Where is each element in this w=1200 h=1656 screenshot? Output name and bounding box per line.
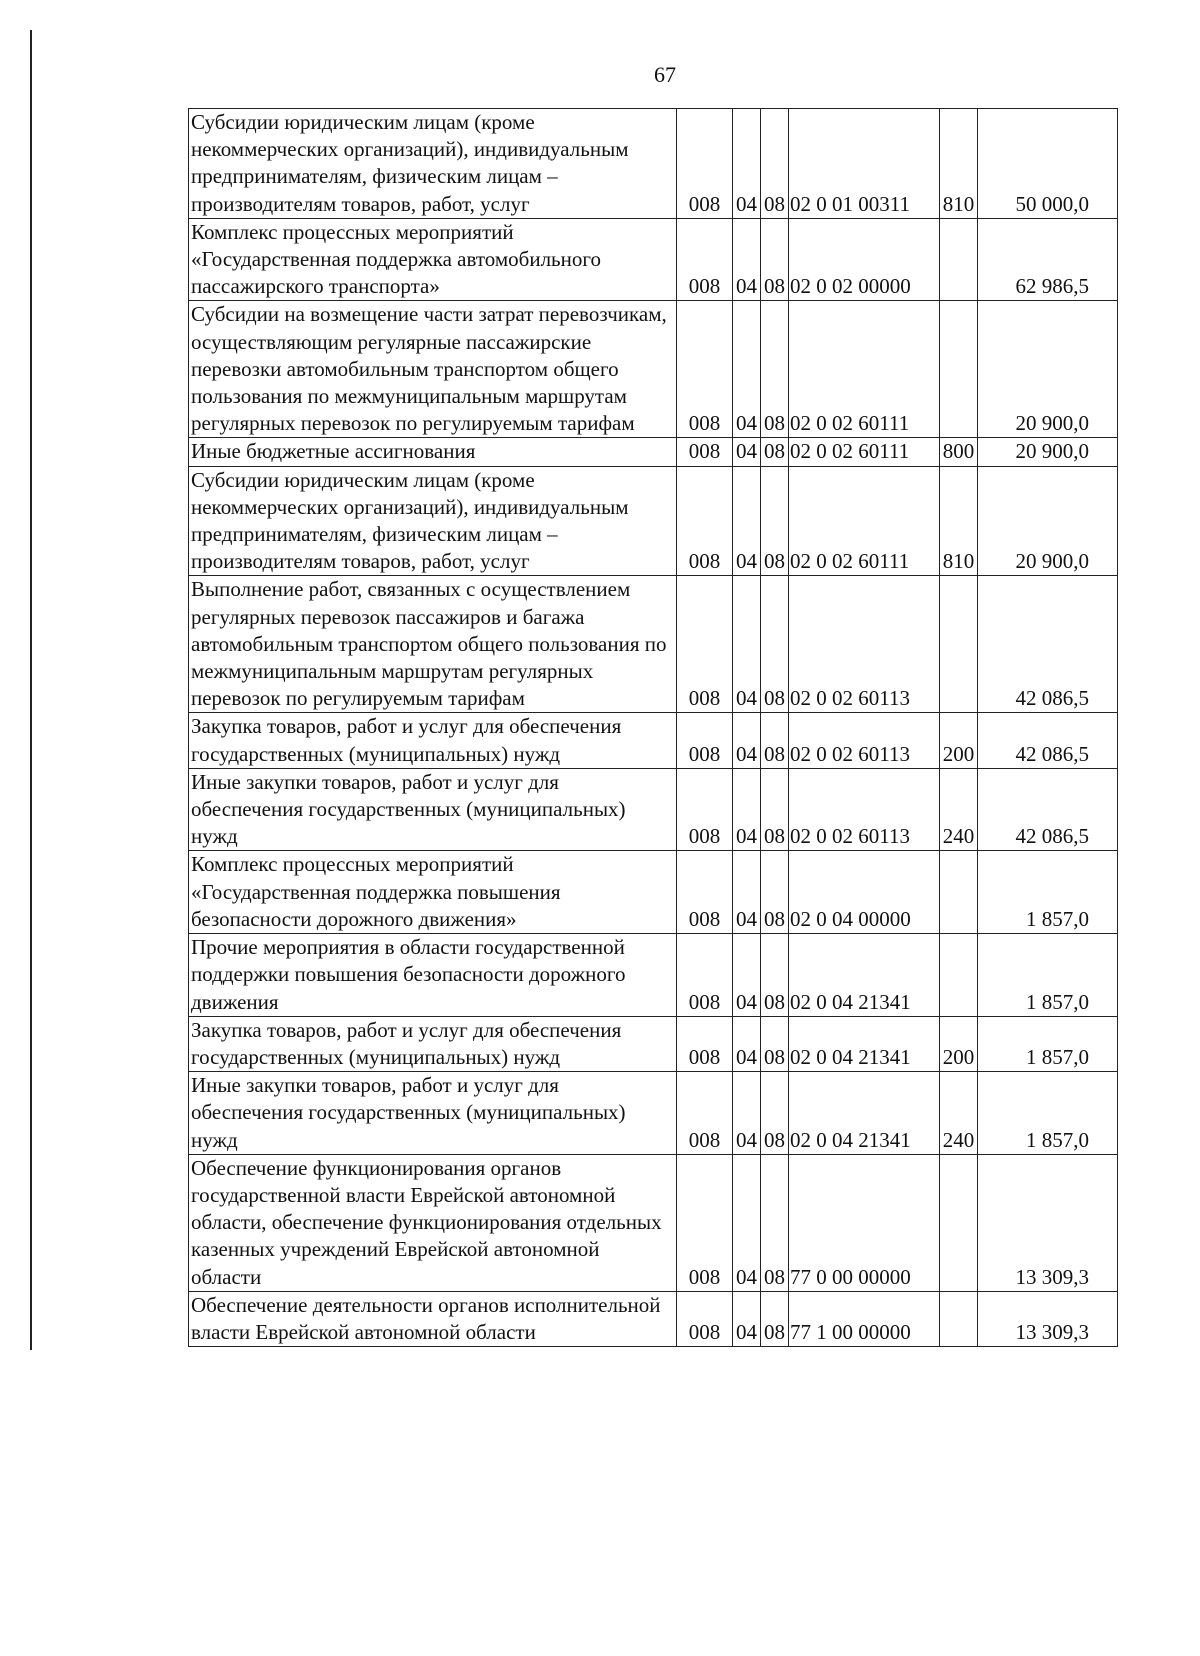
subsection-code-cell: 08 bbox=[761, 466, 789, 576]
table-row bbox=[189, 301, 1118, 438]
ministry-code-cell: 008 bbox=[677, 768, 733, 851]
expense-type-code-cell: 200 bbox=[940, 1016, 978, 1071]
expense-name-cell: Обеспечение функционирования органов государственной власти Еврейской автономной области, обеспечение функционирования отдельных казенных учреждений Еврейской автономной области bbox=[189, 1154, 677, 1291]
table-row bbox=[189, 1154, 1118, 1291]
expense-type-code-cell: 240 bbox=[940, 1072, 978, 1155]
amount-cell: 42 086,5 bbox=[978, 713, 1118, 768]
expense-name-cell: Прочие мероприятия в области государственной поддержки повышения безопасности дорожного движения bbox=[189, 934, 677, 1017]
subsection-code-cell: 08 bbox=[761, 576, 789, 713]
section-code-cell: 04 bbox=[733, 1291, 761, 1346]
ministry-code-cell: 008 bbox=[677, 466, 733, 576]
amount-cell: 42 086,5 bbox=[978, 576, 1118, 713]
expense-name-cell: Иные бюджетные ассигнования bbox=[189, 438, 677, 466]
expense-type-code-cell: 240 bbox=[940, 768, 978, 851]
target-article-code-cell: 02 0 02 60111 bbox=[789, 438, 940, 466]
expense-name-cell: Комплекс процессных мероприятий «Государственная поддержка повышения безопасности дорожного движения» bbox=[189, 851, 677, 934]
section-code-cell: 04 bbox=[733, 466, 761, 576]
ministry-code-cell: 008 bbox=[677, 713, 733, 768]
table-row bbox=[189, 576, 1118, 713]
target-article-code-cell: 77 1 00 00000 bbox=[789, 1291, 940, 1346]
target-article-code-cell: 02 0 04 21341 bbox=[789, 1072, 940, 1155]
amount-cell: 20 900,0 bbox=[978, 301, 1118, 438]
expense-type-code-cell bbox=[940, 576, 978, 713]
section-code-cell: 04 bbox=[733, 851, 761, 934]
subsection-code-cell: 08 bbox=[761, 1154, 789, 1291]
expense-name-cell: Субсидии юридическим лицам (кроме некоммерческих организаций), индивидуальным предпринимателям, физическим лицам – производителям товаров, работ, услуг bbox=[189, 109, 677, 219]
expense-name-cell: Выполнение работ, связанных с осуществлением регулярных перевозок пассажиров и багажа автомобильным транспортом общего пользования по межмуниципальным маршрутам регулярных перевозок по регулируемым тарифам bbox=[189, 576, 677, 713]
target-article-code-cell: 02 0 02 00000 bbox=[789, 218, 940, 301]
amount-cell: 13 309,3 bbox=[978, 1291, 1118, 1346]
expense-name-cell: Субсидии на возмещение части затрат перевозчикам, осуществляющим регулярные пассажирские перевозки автомобильным транспортом общего пользования по межмуниципальным маршрутам регулярных перевозок по регулируемым тарифам bbox=[189, 301, 677, 438]
ministry-code-cell: 008 bbox=[677, 109, 733, 219]
table-row bbox=[189, 713, 1118, 768]
amount-cell: 20 900,0 bbox=[978, 466, 1118, 576]
table-row bbox=[189, 1291, 1118, 1346]
expense-type-code-cell bbox=[940, 1154, 978, 1291]
section-code-cell: 04 bbox=[733, 109, 761, 219]
subsection-code-cell: 08 bbox=[761, 1072, 789, 1155]
section-code-cell: 04 bbox=[733, 301, 761, 438]
ministry-code-cell: 008 bbox=[677, 1072, 733, 1155]
expense-name-cell: Обеспечение деятельности органов исполнительной власти Еврейской автономной области bbox=[189, 1291, 677, 1346]
expense-type-code-cell bbox=[940, 934, 978, 1017]
table-row bbox=[189, 1072, 1118, 1155]
subsection-code-cell: 08 bbox=[761, 1291, 789, 1346]
amount-cell: 1 857,0 bbox=[978, 934, 1118, 1017]
table-row bbox=[189, 218, 1118, 301]
section-code-cell: 04 bbox=[733, 1072, 761, 1155]
target-article-code-cell: 02 0 02 60111 bbox=[789, 301, 940, 438]
target-article-code-cell: 02 0 01 00311 bbox=[789, 109, 940, 219]
section-code-cell: 04 bbox=[733, 713, 761, 768]
target-article-code-cell: 02 0 02 60111 bbox=[789, 466, 940, 576]
subsection-code-cell: 08 bbox=[761, 713, 789, 768]
expense-type-code-cell: 810 bbox=[940, 466, 978, 576]
table-row bbox=[189, 466, 1118, 576]
target-article-code-cell: 02 0 02 60113 bbox=[789, 768, 940, 851]
target-article-code-cell: 02 0 02 60113 bbox=[789, 713, 940, 768]
subsection-code-cell: 08 bbox=[761, 301, 789, 438]
amount-cell: 13 309,3 bbox=[978, 1154, 1118, 1291]
section-code-cell: 04 bbox=[733, 1016, 761, 1071]
target-article-code-cell: 02 0 02 60113 bbox=[789, 576, 940, 713]
expense-name-cell: Субсидии юридическим лицам (кроме некоммерческих организаций), индивидуальным предпринимателям, физическим лицам – производителям товаров, работ, услуг bbox=[189, 466, 677, 576]
ministry-code-cell: 008 bbox=[677, 438, 733, 466]
section-code-cell: 04 bbox=[733, 576, 761, 713]
ministry-code-cell: 008 bbox=[677, 851, 733, 934]
expense-type-code-cell: 200 bbox=[940, 713, 978, 768]
target-article-code-cell: 77 0 00 00000 bbox=[789, 1154, 940, 1291]
expense-name-cell: Комплекс процессных мероприятий «Государственная поддержка автомобильного пассажирского транспорта» bbox=[189, 218, 677, 301]
expense-type-code-cell bbox=[940, 301, 978, 438]
ministry-code-cell: 008 bbox=[677, 576, 733, 713]
table-row bbox=[189, 1016, 1118, 1071]
ministry-code-cell: 008 bbox=[677, 934, 733, 1017]
page-number: 67 bbox=[654, 62, 676, 87]
section-code-cell: 04 bbox=[733, 934, 761, 1017]
ministry-code-cell: 008 bbox=[677, 218, 733, 301]
amount-cell: 1 857,0 bbox=[978, 1016, 1118, 1071]
table-row bbox=[189, 438, 1118, 466]
expense-type-code-cell bbox=[940, 851, 978, 934]
section-code-cell: 04 bbox=[733, 218, 761, 301]
amount-cell: 1 857,0 bbox=[978, 1072, 1118, 1155]
scan-margin-line bbox=[30, 30, 32, 1350]
expense-type-code-cell: 800 bbox=[940, 438, 978, 466]
amount-cell: 20 900,0 bbox=[978, 438, 1118, 466]
expense-type-code-cell bbox=[940, 218, 978, 301]
subsection-code-cell: 08 bbox=[761, 438, 789, 466]
ministry-code-cell: 008 bbox=[677, 1291, 733, 1346]
amount-cell: 50 000,0 bbox=[978, 109, 1118, 219]
table-row bbox=[189, 851, 1118, 934]
target-article-code-cell: 02 0 04 21341 bbox=[789, 1016, 940, 1071]
subsection-code-cell: 08 bbox=[761, 109, 789, 219]
section-code-cell: 04 bbox=[733, 768, 761, 851]
table-row bbox=[189, 768, 1118, 851]
subsection-code-cell: 08 bbox=[761, 218, 789, 301]
amount-cell: 62 986,5 bbox=[978, 218, 1118, 301]
subsection-code-cell: 08 bbox=[761, 851, 789, 934]
budget-table bbox=[188, 108, 1118, 1347]
expense-type-code-cell bbox=[940, 1291, 978, 1346]
target-article-code-cell: 02 0 04 00000 bbox=[789, 851, 940, 934]
expense-name-cell: Закупка товаров, работ и услуг для обеспечения государственных (муниципальных) нужд bbox=[189, 713, 677, 768]
expense-type-code-cell: 810 bbox=[940, 109, 978, 219]
subsection-code-cell: 08 bbox=[761, 768, 789, 851]
ministry-code-cell: 008 bbox=[677, 1154, 733, 1291]
ministry-code-cell: 008 bbox=[677, 301, 733, 438]
amount-cell: 1 857,0 bbox=[978, 851, 1118, 934]
table-row bbox=[189, 934, 1118, 1017]
section-code-cell: 04 bbox=[733, 1154, 761, 1291]
expense-name-cell: Иные закупки товаров, работ и услуг для обеспечения государственных (муниципальных) нужд bbox=[189, 768, 677, 851]
expense-name-cell: Иные закупки товаров, работ и услуг для обеспечения государственных (муниципальных) нужд bbox=[189, 1072, 677, 1155]
amount-cell: 42 086,5 bbox=[978, 768, 1118, 851]
ministry-code-cell: 008 bbox=[677, 1016, 733, 1071]
budget-table-body bbox=[189, 109, 1118, 1347]
section-code-cell: 04 bbox=[733, 438, 761, 466]
table-row bbox=[189, 109, 1118, 219]
expense-name-cell: Закупка товаров, работ и услуг для обеспечения государственных (муниципальных) нужд bbox=[189, 1016, 677, 1071]
subsection-code-cell: 08 bbox=[761, 934, 789, 1017]
target-article-code-cell: 02 0 04 21341 bbox=[789, 934, 940, 1017]
subsection-code-cell: 08 bbox=[761, 1016, 789, 1071]
